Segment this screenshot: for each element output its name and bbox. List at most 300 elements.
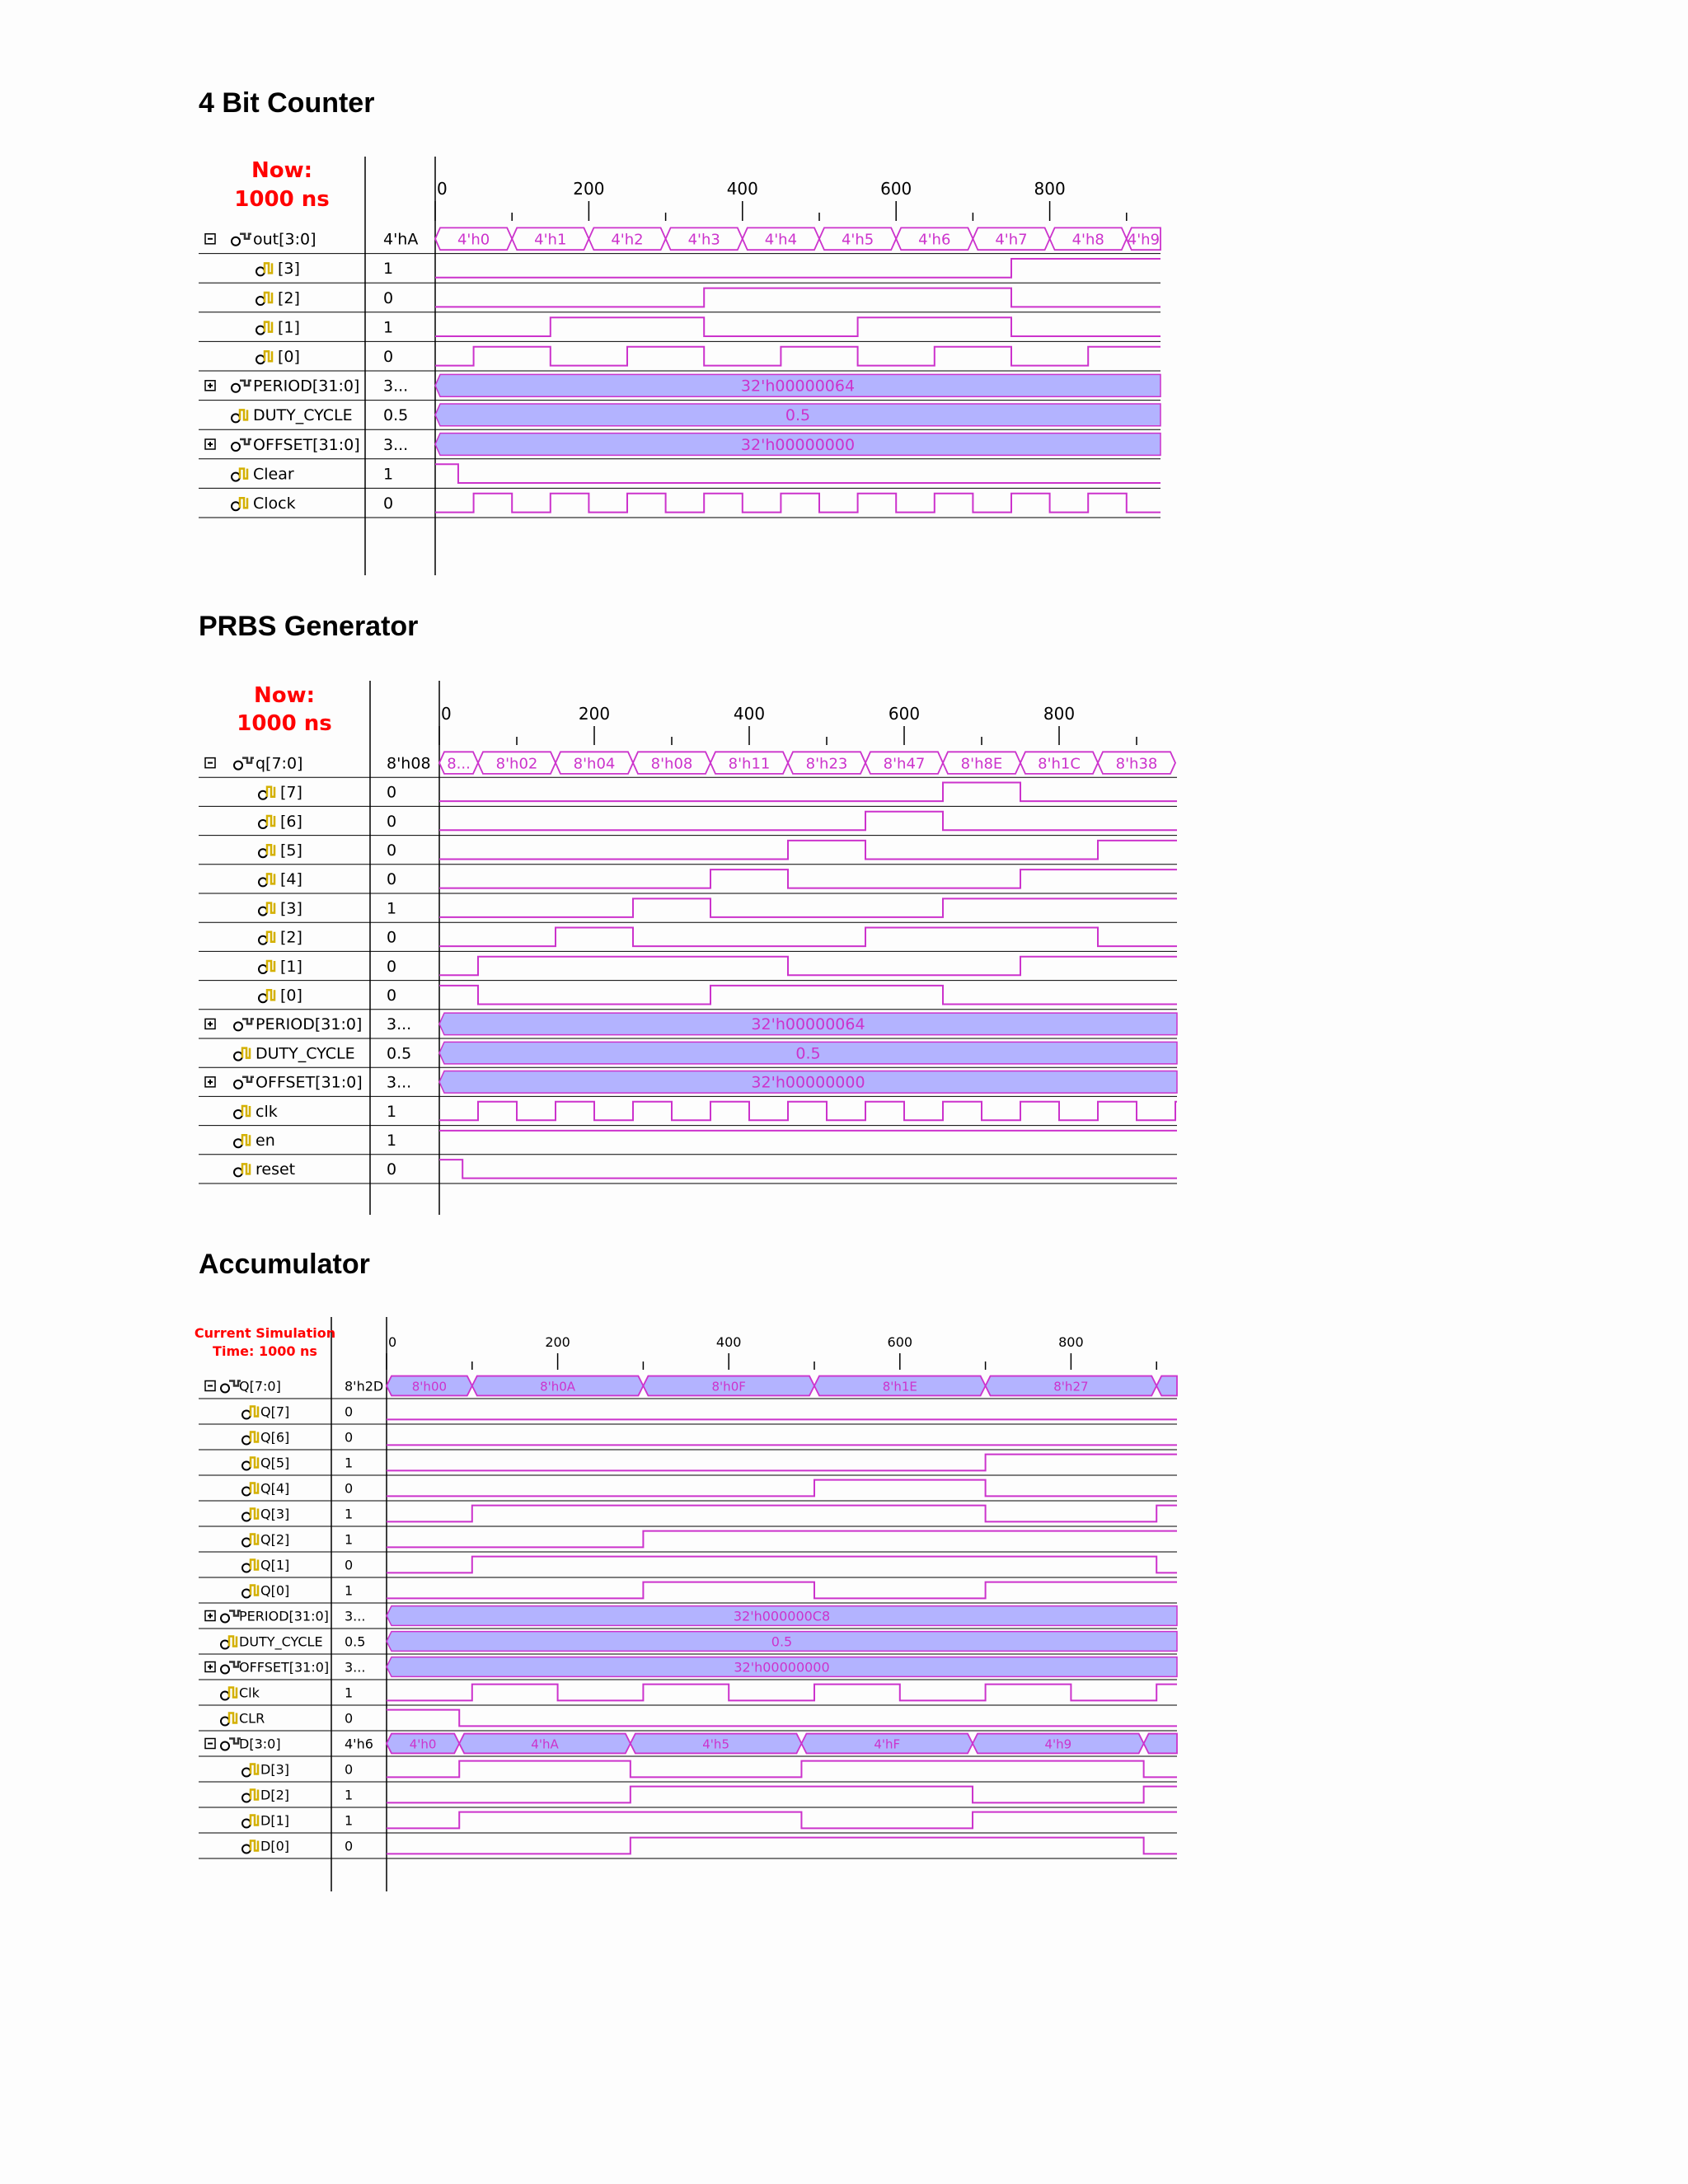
signal-value: 0	[383, 348, 394, 367]
signal-row	[199, 928, 1177, 952]
section-title-counter: 4 Bit Counter	[199, 87, 375, 119]
signal-row	[199, 259, 1160, 283]
signal-value: 1	[345, 1812, 354, 1829]
signal-row	[199, 1102, 1177, 1126]
signal-value: 8'h2D	[345, 1378, 384, 1394]
bit-waveform	[439, 783, 1177, 802]
signal-value: 1	[345, 1582, 354, 1599]
bus-signal-icon	[221, 1385, 229, 1393]
bit-signal-icon-wave	[265, 322, 272, 332]
bit-waveform	[387, 1582, 1177, 1599]
bit-waveform	[435, 347, 1160, 366]
signal-value: 0	[387, 841, 397, 860]
axis-tick-label: 600	[880, 179, 912, 199]
signal-row	[199, 1657, 1177, 1680]
signal-value: 1	[345, 1506, 354, 1522]
signal-value: 0	[345, 1429, 354, 1446]
signal-row	[199, 1606, 1177, 1629]
bit-signal-icon-wave	[251, 1586, 258, 1596]
bit-waveform	[439, 986, 1177, 1005]
bus-segment-label: 8'h1E	[882, 1379, 917, 1394]
bus-segment-label: 4'h6	[918, 231, 951, 249]
bus-signal-icon	[221, 1615, 229, 1623]
bit-signal-icon	[259, 936, 267, 944]
bit-signal-icon-wave	[267, 961, 274, 971]
bit-signal-icon	[232, 473, 240, 481]
signal-value: 3...	[345, 1608, 366, 1624]
bus-segment-label: 8'h04	[573, 755, 616, 773]
signal-name: Clk	[239, 1685, 260, 1701]
signal-name: OFFSET[31:0]	[239, 1659, 330, 1675]
bit-waveform	[435, 317, 1160, 336]
bus-segment-label: 4'h0	[457, 231, 490, 249]
axis-tick-label: 0	[437, 179, 448, 199]
axis-tick-label: 400	[715, 1334, 742, 1350]
signal-value: 3...	[345, 1659, 366, 1675]
signal-name: [6]	[280, 812, 302, 831]
signal-value: 0	[345, 1480, 354, 1497]
signal-row	[199, 1506, 1177, 1526]
signal-row	[199, 898, 1177, 922]
bus-segment-label: 4'hF	[874, 1736, 901, 1752]
bus-segment	[1144, 1734, 1177, 1754]
bit-signal-icon	[242, 1436, 251, 1445]
bit-waveform	[387, 1838, 1177, 1854]
signal-value: 0	[387, 812, 397, 831]
bus-segment-label: 4'h3	[687, 231, 720, 249]
signal-name: clk	[256, 1102, 278, 1121]
signal-row	[199, 1455, 1177, 1475]
bit-signal-icon-wave	[240, 469, 247, 479]
bit-signal-icon	[234, 1110, 242, 1118]
bus-segment-label: 8'h0F	[711, 1379, 746, 1394]
signal-row	[199, 1787, 1177, 1807]
signal-row	[199, 1071, 1177, 1097]
bit-signal-icon-wave	[267, 874, 274, 883]
axis-tick-label: 0	[388, 1334, 397, 1350]
bit-signal-icon	[242, 1539, 251, 1547]
signal-value: 4'h6	[345, 1736, 373, 1752]
bus-segment-label: 8'h23	[805, 755, 848, 773]
signal-name: q[7:0]	[256, 754, 303, 773]
signal-name: [1]	[278, 318, 300, 337]
signal-name: DUTY_CYCLE	[253, 406, 353, 425]
signal-name: D[0]	[260, 1838, 289, 1854]
signal-row	[199, 1042, 1177, 1067]
signal-name: Q[6]	[260, 1429, 290, 1446]
signal-value: 1	[387, 1102, 397, 1121]
signal-row	[199, 1582, 1177, 1603]
bus-segment-label: 4'h1	[534, 231, 567, 249]
bus-segment-label: 4'h9	[1127, 231, 1160, 249]
signal-value: 0	[345, 1710, 354, 1727]
signal-row	[199, 374, 1160, 400]
axis-tick-label: 200	[578, 704, 611, 724]
signal-name: PERIOD[31:0]	[253, 377, 360, 396]
signal-name: [0]	[280, 987, 302, 1005]
bit-signal-icon	[259, 820, 267, 828]
signal-value: 1	[345, 1455, 354, 1471]
bit-signal-icon	[242, 1462, 251, 1470]
signal-value: 0	[345, 1557, 354, 1573]
bit-signal-icon-wave	[229, 1637, 237, 1647]
bit-waveform	[435, 259, 1160, 278]
signal-value: 0.5	[387, 1044, 412, 1063]
bus-segment-label: 8'h08	[650, 755, 693, 773]
axis-tick-label: 0	[441, 704, 452, 724]
bit-signal-icon-wave	[267, 903, 274, 913]
signal-value: 0	[345, 1404, 354, 1420]
signal-row	[199, 1131, 1177, 1155]
signal-row	[199, 1557, 1177, 1577]
signal-row	[199, 986, 1177, 1010]
bit-signal-icon	[234, 1168, 242, 1176]
signal-value: 0.5	[383, 406, 409, 425]
signal-row	[199, 1376, 1177, 1399]
bit-signal-icon-wave	[251, 1816, 258, 1825]
bit-signal-icon	[221, 1718, 229, 1726]
bus-segment-label: 4'h0	[409, 1736, 437, 1752]
bit-signal-icon	[221, 1641, 229, 1649]
signal-name: D[2]	[260, 1787, 289, 1803]
signal-name: [0]	[278, 348, 300, 367]
signal-name: Clear	[253, 465, 294, 484]
signal-value: 0	[387, 987, 397, 1005]
signal-name: [7]	[280, 783, 302, 802]
signal-value: 4'hA	[383, 230, 419, 249]
signal-name: Q[4]	[260, 1480, 290, 1497]
signal-value: 1	[387, 899, 397, 918]
bit-signal-icon	[259, 907, 267, 916]
signal-row	[199, 1761, 1177, 1782]
now-value: 1000 ns	[237, 711, 332, 736]
now-value: 1000 ns	[234, 187, 330, 212]
signal-name: D[3:0]	[239, 1736, 281, 1752]
bit-waveform	[387, 1531, 1177, 1548]
bit-signal-icon-wave	[251, 1483, 258, 1493]
axis-tick-label: 400	[733, 704, 766, 724]
bit-signal-icon-wave	[251, 1765, 258, 1774]
waveform-window-2	[199, 681, 1177, 1215]
signal-row	[199, 1632, 1177, 1654]
signal-value: 8'h08	[387, 754, 431, 773]
axis-tick-label: 800	[1043, 704, 1076, 724]
bit-signal-icon	[242, 1845, 251, 1854]
signal-value: 0	[387, 870, 397, 889]
bit-waveform	[439, 898, 1177, 917]
signal-value: 0.5	[345, 1633, 366, 1650]
bit-signal-icon-wave	[242, 1164, 250, 1174]
signal-value: 0	[387, 928, 397, 947]
bus-signal-icon-wave	[240, 439, 251, 444]
signal-value: 0	[383, 288, 394, 307]
axis-tick-label: 800	[1034, 179, 1066, 199]
signal-value: 0	[383, 494, 394, 513]
axis-tick-label: 400	[726, 179, 758, 199]
bit-signal-icon-wave	[251, 1509, 258, 1519]
bit-signal-icon	[232, 414, 240, 422]
signal-name: Q[7]	[260, 1404, 290, 1420]
bit-signal-icon	[242, 1590, 251, 1598]
bus-segment-label: 4'h7	[995, 231, 1028, 249]
bus-segment-label: 4'h5	[702, 1736, 729, 1752]
bus-segment-label: 8'h47	[883, 755, 926, 773]
bit-signal-icon	[259, 994, 267, 1002]
signal-row	[199, 1531, 1177, 1552]
axis-tick-label: 200	[573, 179, 605, 199]
signal-value: 3...	[387, 1015, 412, 1034]
waveform-window-1	[199, 157, 1160, 575]
bus-segment-label: 4'hA	[531, 1736, 559, 1752]
constant-bus-label: 0.5	[785, 406, 811, 425]
signal-row	[199, 812, 1177, 836]
signal-name: Q[7:0]	[239, 1378, 281, 1394]
signal-row	[199, 1812, 1177, 1833]
signal-row	[199, 1710, 1177, 1731]
signal-row	[199, 783, 1177, 807]
axis-tick-label: 200	[545, 1334, 570, 1350]
bus-segment-label: 4'h9	[1044, 1736, 1072, 1752]
bit-signal-icon-wave	[267, 990, 274, 1000]
bit-signal-icon-wave	[229, 1713, 237, 1723]
signal-name: [1]	[280, 957, 302, 976]
signal-value: 0	[387, 783, 397, 802]
bit-signal-icon-wave	[265, 263, 272, 273]
signal-row	[199, 1685, 1177, 1705]
bit-signal-icon-wave	[265, 293, 272, 302]
bus-segment-label: 4'h2	[611, 231, 644, 249]
constant-bus-label: 0.5	[795, 1044, 821, 1063]
bit-signal-icon	[242, 1488, 251, 1496]
signal-name: OFFSET[31:0]	[253, 435, 360, 454]
signal-name: DUTY_CYCLE	[239, 1633, 323, 1650]
bit-waveform	[387, 1506, 1177, 1522]
bit-signal-icon-wave	[251, 1841, 258, 1851]
section-title-prbs: PRBS Generator	[199, 611, 419, 642]
signal-row	[199, 1160, 1177, 1183]
bit-signal-icon	[234, 1052, 242, 1061]
bit-waveform	[439, 957, 1177, 976]
signal-value: 1	[383, 260, 394, 279]
bit-waveform	[387, 1710, 1177, 1727]
signal-value: 1	[387, 1132, 397, 1151]
signal-value: 1	[345, 1531, 354, 1548]
waveform-window-3	[195, 1317, 1177, 1891]
bit-signal-icon	[242, 1564, 251, 1572]
clock-waveform	[439, 1102, 1177, 1121]
bit-signal-icon	[234, 1139, 242, 1147]
bit-signal-icon-wave	[229, 1688, 237, 1698]
bus-segment-label: 8...	[447, 755, 471, 773]
bit-signal-icon	[221, 1692, 229, 1700]
signal-row	[199, 869, 1177, 893]
bit-signal-icon	[232, 502, 240, 510]
constant-bus-label: 32'h00000000	[751, 1073, 865, 1092]
bus-segment-label: 8'h27	[1053, 1379, 1089, 1394]
bit-signal-icon-wave	[265, 351, 272, 361]
bit-waveform	[387, 1480, 1177, 1497]
bus-signal-icon	[232, 384, 240, 392]
signal-row	[199, 752, 1177, 777]
bus-segment	[1156, 1376, 1177, 1396]
bus-signal-icon	[234, 1080, 242, 1089]
bus-signal-icon	[221, 1742, 229, 1750]
bit-waveform	[387, 1455, 1177, 1471]
axis-tick-label: 800	[1058, 1334, 1084, 1350]
bus-segment-label: 8'h11	[728, 755, 771, 773]
signal-value: 1	[345, 1685, 354, 1701]
bus-segment-label: 8'h38	[1115, 755, 1158, 773]
axis-tick-label: 600	[887, 1334, 913, 1350]
signal-value: 3...	[387, 1073, 412, 1092]
signal-value: 1	[345, 1787, 354, 1803]
now-label: Now:	[253, 683, 316, 708]
bus-segment-label: 8'h8E	[960, 755, 1003, 773]
signal-name: [2]	[280, 928, 302, 947]
signal-name: D[3]	[260, 1761, 289, 1778]
signal-name: DUTY_CYCLE	[256, 1044, 355, 1063]
bus-signal-icon	[232, 443, 240, 451]
now-value: Time: 1000 ns	[213, 1343, 317, 1359]
signal-name: Q[2]	[260, 1531, 290, 1548]
bit-signal-icon-wave	[267, 845, 274, 855]
bus-segment-label: 4'h8	[1071, 231, 1104, 249]
bit-signal-icon-wave	[251, 1560, 258, 1570]
signal-name: [3]	[278, 260, 300, 279]
constant-bus-label: 32'h00000064	[740, 377, 856, 396]
signal-row	[199, 404, 1160, 429]
bit-waveform	[435, 288, 1160, 307]
bit-waveform	[439, 812, 1177, 831]
signal-value: 0	[387, 957, 397, 976]
bit-signal-icon-wave	[251, 1535, 258, 1544]
now-label: Now:	[251, 158, 313, 183]
signal-row	[199, 957, 1177, 981]
bus-segment-label: 8'h1C	[1038, 755, 1081, 773]
bit-signal-icon-wave	[242, 1135, 250, 1145]
bit-signal-icon	[242, 1513, 251, 1521]
signal-row	[199, 227, 1160, 253]
bus-signal-icon-wave	[242, 1019, 254, 1024]
bus-signal-icon	[234, 762, 242, 770]
bit-signal-icon-wave	[240, 498, 247, 508]
bit-signal-icon-wave	[251, 1790, 258, 1800]
bit-signal-icon-wave	[251, 1458, 258, 1468]
constant-bus-label: 32'h00000000	[734, 1659, 830, 1675]
signal-name: en	[256, 1132, 275, 1151]
signal-name: Q[1]	[260, 1557, 290, 1573]
bit-signal-icon	[256, 297, 265, 305]
signal-name: Q[5]	[260, 1455, 290, 1471]
bit-waveform	[387, 1812, 1177, 1829]
bus-signal-icon-wave	[242, 758, 254, 763]
axis-tick-label: 600	[888, 704, 921, 724]
bus-signal-icon-wave	[240, 381, 251, 386]
bit-signal-icon	[256, 355, 265, 363]
signal-name: reset	[256, 1160, 296, 1179]
signal-name: [4]	[280, 870, 302, 889]
bit-signal-icon-wave	[251, 1432, 258, 1442]
section-title-accumulator: Accumulator	[199, 1249, 370, 1280]
signal-row	[199, 1838, 1177, 1858]
signal-name: PERIOD[31:0]	[256, 1015, 363, 1034]
signal-value: 3...	[383, 435, 409, 454]
signal-value: 3...	[383, 377, 409, 396]
bit-waveform	[439, 841, 1177, 860]
bit-signal-icon	[256, 326, 265, 335]
bit-waveform	[439, 928, 1177, 947]
signal-row	[199, 1013, 1177, 1038]
bit-signal-icon-wave	[267, 932, 274, 942]
bit-signal-icon-wave	[267, 787, 274, 797]
bit-waveform	[439, 1160, 1177, 1179]
clock-waveform	[387, 1685, 1177, 1701]
signal-name: [3]	[280, 899, 302, 918]
signal-value: 1	[383, 318, 394, 337]
signal-row	[199, 1429, 1177, 1450]
constant-bus-label: 32'h00000000	[740, 435, 856, 454]
signal-name: Q[0]	[260, 1582, 290, 1599]
signal-value: 0	[345, 1838, 354, 1854]
bit-signal-icon-wave	[251, 1407, 258, 1417]
signal-name: out[3:0]	[253, 230, 316, 249]
bit-waveform	[387, 1761, 1177, 1778]
signal-row	[199, 434, 1160, 459]
bit-signal-icon	[242, 1769, 251, 1777]
bit-signal-icon	[242, 1820, 251, 1828]
signal-name: D[1]	[260, 1812, 289, 1829]
signal-row	[199, 1404, 1177, 1424]
bit-signal-icon-wave	[242, 1106, 250, 1116]
now-label: Current Simulation	[194, 1325, 336, 1341]
bit-signal-icon-wave	[242, 1048, 250, 1058]
bus-signal-icon-wave	[242, 1077, 254, 1082]
signal-name: PERIOD[31:0]	[239, 1608, 329, 1624]
signal-row	[199, 841, 1177, 865]
signal-name: [5]	[280, 841, 302, 860]
signal-row	[199, 1734, 1177, 1756]
bus-signal-icon	[232, 237, 240, 246]
signal-value: 0	[345, 1761, 354, 1778]
constant-bus-label: 0.5	[771, 1633, 793, 1650]
signal-name: Clock	[253, 494, 296, 513]
signal-name: CLR	[239, 1710, 265, 1727]
bus-signal-icon-wave	[240, 234, 251, 239]
bus-segment-label: 8'h00	[411, 1379, 448, 1394]
signal-row	[199, 347, 1160, 371]
bit-signal-icon	[259, 965, 267, 973]
bit-signal-icon	[259, 791, 267, 799]
bus-segment-label: 8'h02	[495, 755, 538, 773]
bus-segment-label: 4'h5	[841, 231, 874, 249]
signal-row	[199, 1480, 1177, 1501]
constant-bus-label: 32'h000000C8	[733, 1608, 831, 1624]
bus-segment-label: 4'h4	[764, 231, 798, 249]
bit-waveform	[435, 464, 1160, 483]
bit-signal-icon-wave	[267, 816, 274, 826]
bus-signal-icon	[234, 1022, 242, 1030]
bus-segment-label: 8'h0A	[540, 1379, 576, 1394]
signal-value: 1	[383, 465, 394, 484]
signal-value: 0	[387, 1160, 397, 1179]
bit-signal-icon	[259, 878, 267, 886]
bus-signal-icon	[221, 1666, 229, 1674]
clock-waveform	[435, 494, 1160, 513]
bit-signal-icon	[256, 267, 265, 275]
signal-name: Q[3]	[260, 1506, 290, 1522]
signal-row	[199, 464, 1160, 488]
bit-waveform	[439, 869, 1177, 888]
